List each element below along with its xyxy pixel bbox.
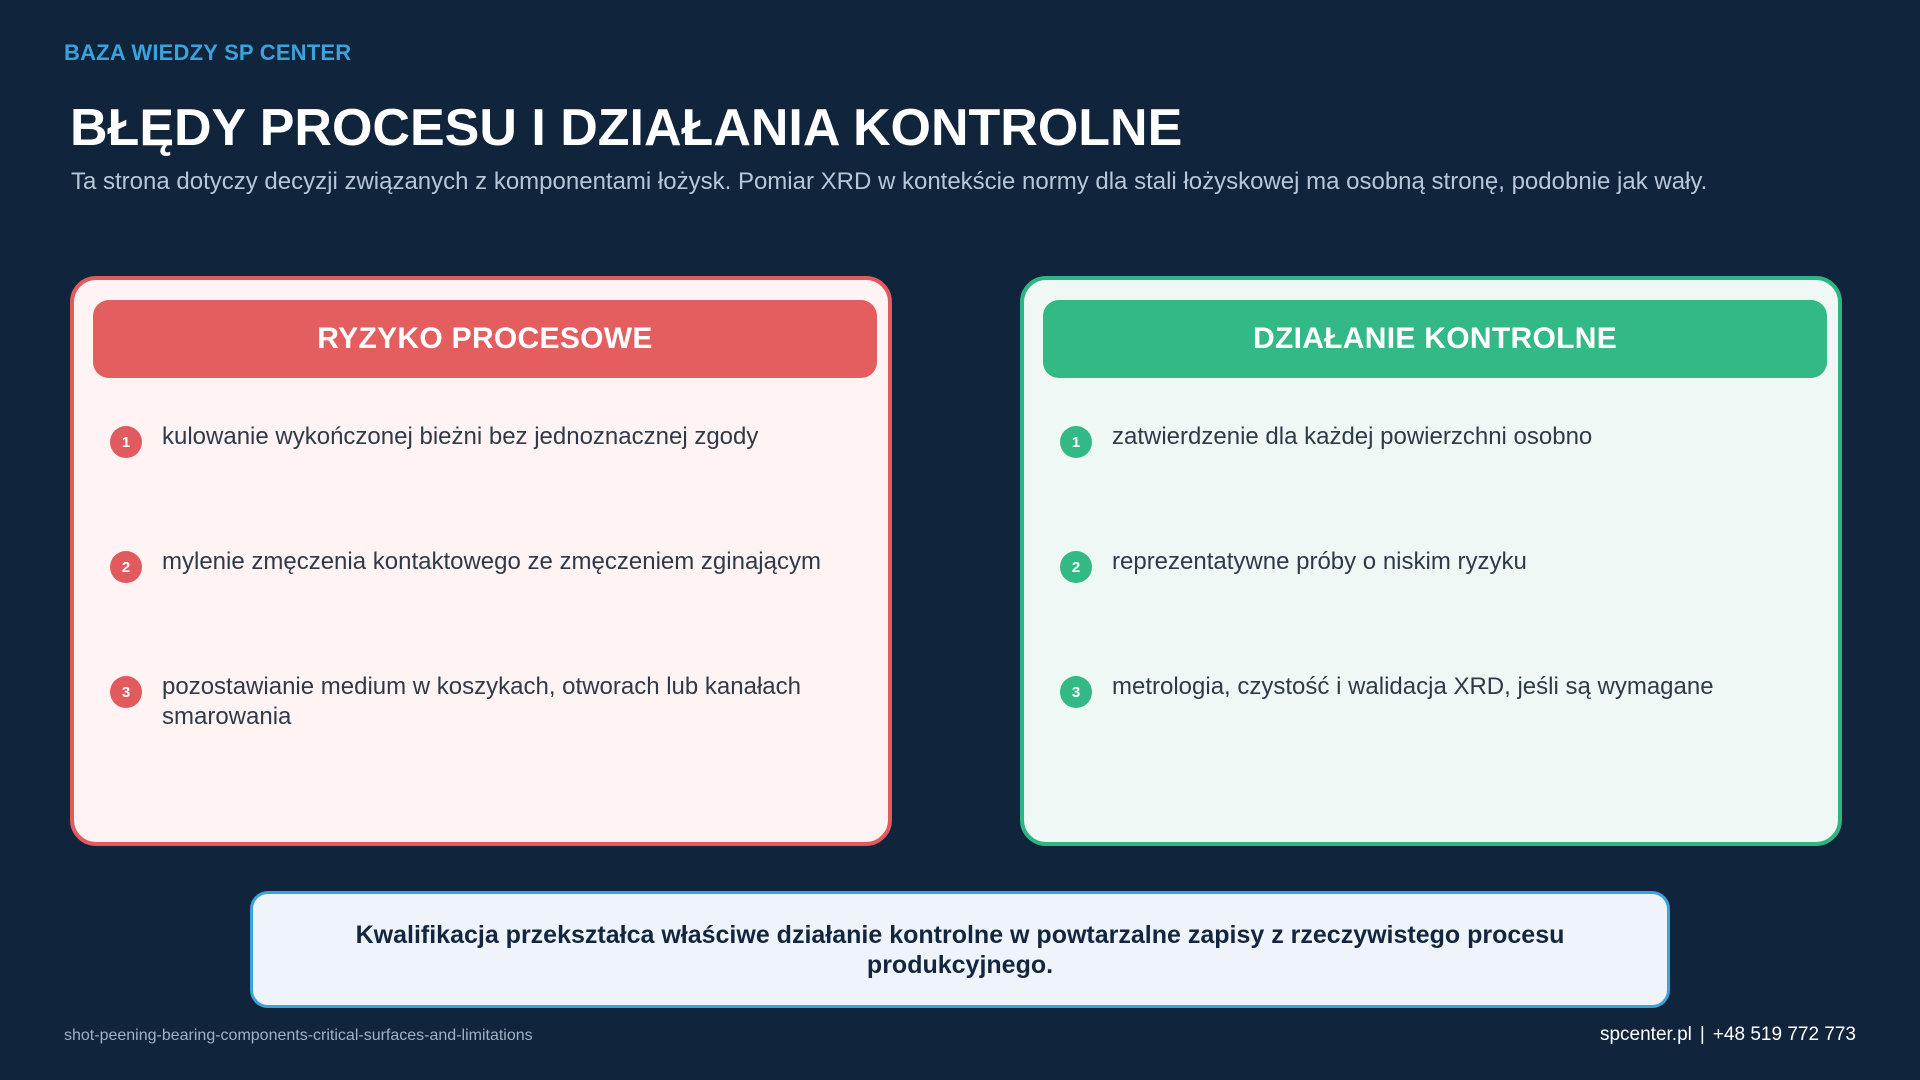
- control-item-text: zatwierdzenie dla każdej powierzchni osobno: [1112, 423, 1593, 450]
- control-item-number-badge: 1: [1060, 426, 1092, 458]
- control-item-number-badge: 2: [1060, 551, 1092, 583]
- page-slug: shot-peening-bearing-components-critical-surfaces-and-limitations: [64, 1027, 533, 1044]
- control-item-text: reprezentatywne próby o niskim ryzyku: [1112, 548, 1527, 575]
- page-title: BŁĘDY PROCESU I DZIAŁANIA KONTROLNE: [70, 99, 1183, 157]
- footer-contact: [1600, 1024, 1856, 1046]
- control-item: [1060, 672, 1790, 708]
- control-item-number-badge: 3: [1060, 676, 1092, 708]
- control-card-title: DZIAŁANIE KONTROLNE: [1043, 300, 1827, 378]
- risk-item-number-badge: 1: [110, 426, 142, 458]
- page-subtitle: Ta strona dotyczy decyzji związanych z komponentami łożysk. Pomiar XRD w kontekście normy dla stali łożyskowej ma osobną stronę, podobnie jak wały.: [71, 168, 1708, 195]
- risk-item-text: mylenie zmęczenia kontaktowego ze zmęczeniem zginającym: [162, 548, 821, 575]
- risk-item-text: kulowanie wykończonej bieżni bez jednoznacznej zgody: [162, 423, 759, 450]
- phone-text: +48 519 772 773: [1712, 1024, 1856, 1045]
- risk-item: [110, 422, 840, 458]
- risk-card: [70, 276, 892, 846]
- control-item: [1060, 547, 1790, 583]
- contact-separator: |: [1699, 1024, 1705, 1045]
- control-card: [1020, 276, 1842, 846]
- risk-item: [110, 547, 840, 583]
- control-item-text: metrologia, czystość i walidacja XRD, jeśli są wymagane: [1112, 673, 1714, 700]
- website-text: spcenter.pl: [1599, 1024, 1692, 1045]
- risk-item-number-badge: 3: [110, 676, 142, 708]
- brand-label: BAZA WIEDZY SP CENTER: [64, 40, 352, 65]
- control-item: [1060, 422, 1790, 458]
- risk-item: [110, 672, 840, 732]
- risk-item-text: pozostawianie medium w koszykach, otworach lub kanałach smarowania: [162, 673, 801, 730]
- risk-item-number-badge: 2: [110, 551, 142, 583]
- risk-card-title: RYZYKO PROCESOWE: [93, 300, 877, 378]
- summary-callout: Kwalifikacja przekształca właściwe działanie kontrolne w powtarzalne zapisy z rzeczywistego procesu produkcyjnego.: [250, 891, 1670, 1008]
